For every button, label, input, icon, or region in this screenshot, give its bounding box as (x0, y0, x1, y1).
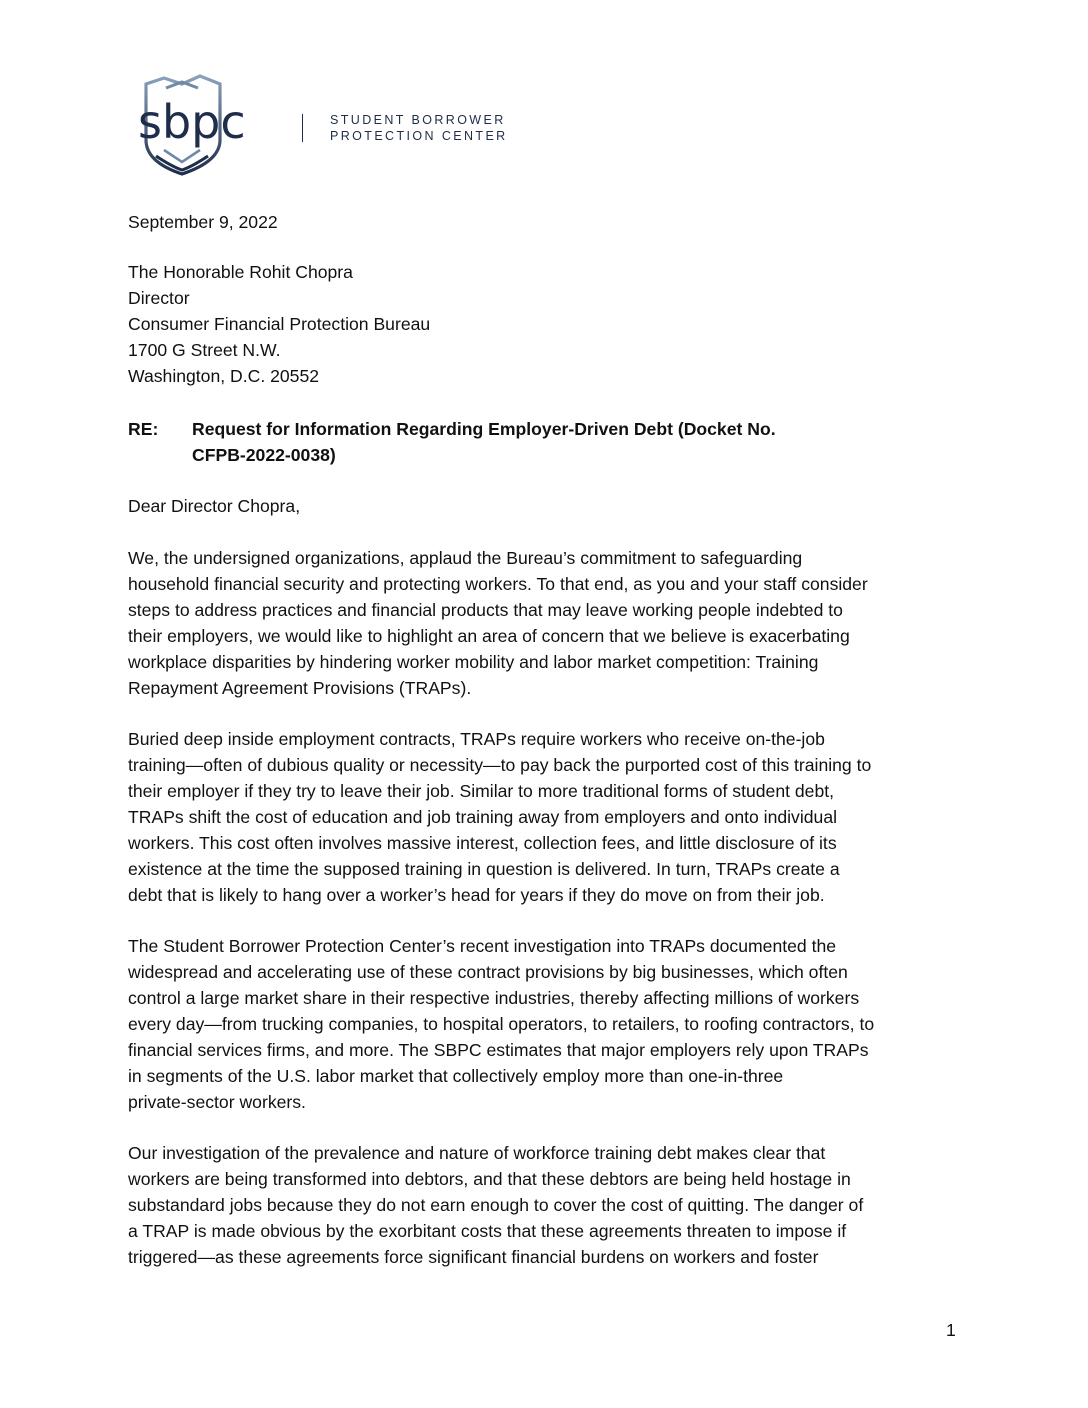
paragraph-line: in segments of the U.S. labor market that collectively employ more than one-in-three (128, 1066, 784, 1086)
body-paragraph-4 (128, 1140, 968, 1270)
address-line: Consumer Financial Protection Bureau (128, 314, 431, 334)
logo-wordmark: sbpc (138, 95, 246, 149)
subject-label: RE: (128, 419, 159, 439)
page-number: 1 (946, 1320, 956, 1340)
paragraph-line: substandard jobs because they do not earn enough to cover the cost of quitting. The danger of (128, 1195, 864, 1215)
letter-date: September 9, 2022 (128, 212, 278, 232)
paragraph-line: Repayment Agreement Provisions (TRAPs). (128, 678, 472, 698)
shield-logo-icon (136, 70, 296, 180)
paragraph-line: Our investigation of the prevalence and nature of workforce training debt makes clear that (128, 1143, 826, 1163)
paragraph-line: TRAPs shift the cost of education and job training away from employers and onto individual (128, 807, 838, 827)
logo-line-1: STUDENT BORROWER (330, 113, 506, 127)
paragraph-line: The Student Borrower Protection Center’s recent investigation into TRAPs documented the (128, 936, 837, 956)
paragraph-line: workplace disparities by hindering worker mobility and labor market competition: Training (128, 652, 819, 672)
paragraph-line: training—often of dubious quality or necessity—to pay back the purported cost of this training to (128, 755, 872, 775)
paragraph-line: a TRAP is made obvious by the exorbitant costs that these agreements threaten to impose if (128, 1221, 847, 1241)
sbpc-logo (136, 70, 516, 180)
paragraph-line: their employer if they try to leave their job. Similar to more traditional forms of student debt, (128, 781, 835, 801)
salutation: Dear Director Chopra, (128, 496, 301, 516)
paragraph-line: household financial security and protecting workers. To that end, as you and your staff consider (128, 574, 868, 594)
paragraph-line: We, the undersigned organizations, applaud the Bureau’s commitment to safeguarding (128, 548, 803, 568)
paragraph-line: widespread and accelerating use of these contract provisions by big businesses, which often (128, 962, 848, 982)
recipient-address (128, 259, 968, 389)
body-paragraph-3 (128, 933, 968, 1115)
address-line: 1700 G Street N.W. (128, 340, 281, 360)
paragraph-line: workers are being transformed into debtors, and that these debtors are being held hostage in (128, 1169, 851, 1189)
paragraph-line: Buried deep inside employment contracts, TRAPs require workers who receive on-the-job (128, 729, 825, 749)
subject-text-line: CFPB-2022-0038) (192, 445, 336, 465)
body-paragraph-1 (128, 545, 968, 701)
paragraph-line: control a large market share in their respective industries, thereby affecting millions of workers (128, 988, 860, 1008)
subject-text (192, 416, 952, 468)
paragraph-line: financial services firms, and more. The SBPC estimates that major employers rely upon TRAPs (128, 1040, 869, 1060)
paragraph-line: private-sector workers. (128, 1092, 306, 1112)
paragraph-line: their employers, we would like to highlight an area of concern that we believe is exacerbating (128, 626, 850, 646)
address-line: The Honorable Rohit Chopra (128, 262, 353, 282)
paragraph-line: debt that is likely to hang over a worker’s head for years if they do move on from their job. (128, 885, 825, 905)
paragraph-line: existence at the time the supposed training in question is delivered. In turn, TRAPs create a (128, 859, 840, 879)
subject-text-line: Request for Information Regarding Employer-Driven Debt (Docket No. (192, 419, 776, 439)
paragraph-line: steps to address practices and financial products that may leave working people indebted to (128, 600, 843, 620)
logo-divider (302, 114, 303, 142)
paragraph-line: every day—from trucking companies, to hospital operators, to retailers, to roofing contractors, to (128, 1014, 875, 1034)
address-line: Director (128, 288, 190, 308)
address-line: Washington, D.C. 20552 (128, 366, 320, 386)
logo-org-name (330, 112, 508, 144)
paragraph-line: triggered—as these agreements force significant financial burdens on workers and foster (128, 1247, 819, 1267)
paragraph-line: workers. This cost often involves massive interest, collection fees, and little disclosure of its (128, 833, 837, 853)
logo-line-2: PROTECTION CENTER (330, 129, 508, 143)
body-paragraph-2 (128, 726, 968, 908)
